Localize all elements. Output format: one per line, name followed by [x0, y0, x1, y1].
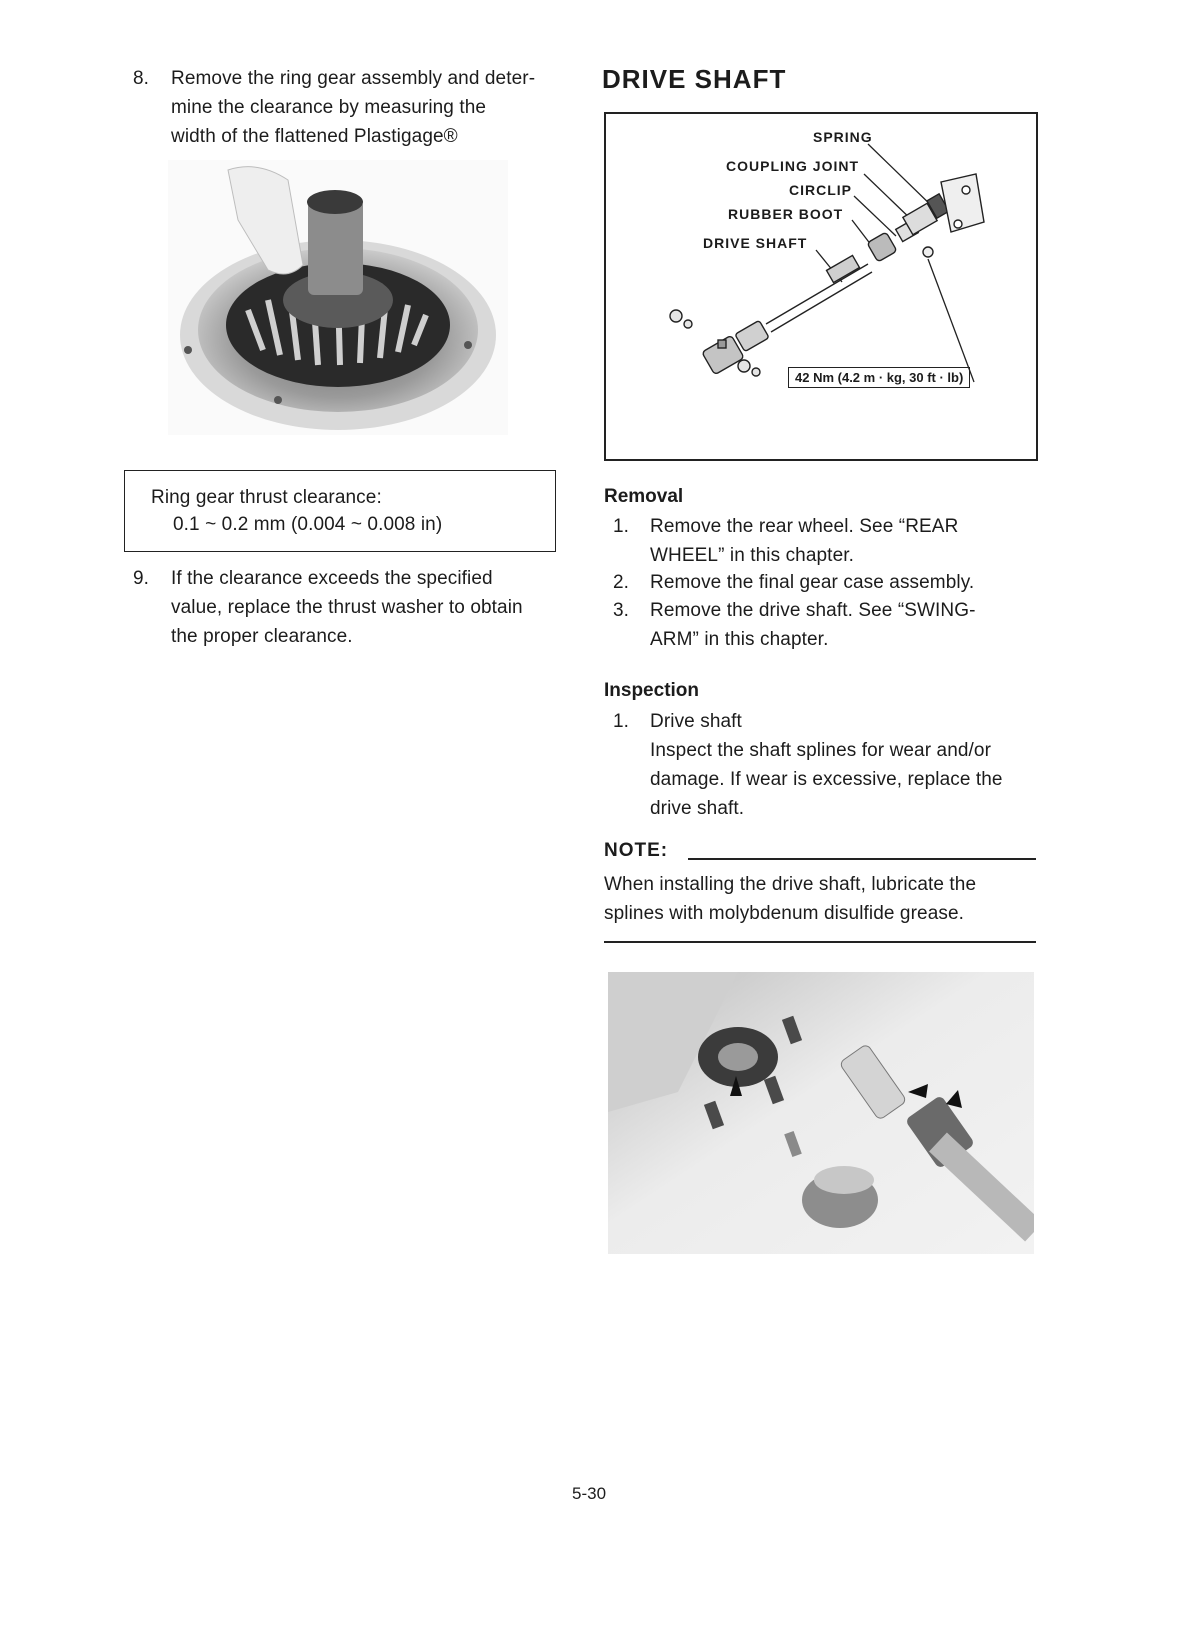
removal-step-1-line-2: WHEEL” in this chapter. [650, 545, 854, 566]
section-title: DRIVE SHAFT [602, 64, 787, 94]
coupling-photo [608, 972, 1034, 1254]
label-spring: SPRING [813, 129, 873, 145]
removal-step-3-line-1: Remove the drive shaft. See “SWING- [650, 600, 976, 621]
torque-value: 42 Nm (4.2 m · kg, 30 ft · lb) [795, 370, 964, 385]
removal-step-2-line-1: Remove the final gear case assembly. [650, 572, 975, 593]
note-line-2: splines with molybdenum disulfide grease. [604, 903, 965, 924]
removal-step-2 [613, 568, 1033, 598]
torque-spec [788, 367, 970, 388]
drive-shaft-diagram [604, 112, 1038, 461]
note-line-1: When installing the drive shaft, lubricate the [604, 874, 977, 895]
removal-step-3 [613, 596, 1033, 656]
step-9 [133, 564, 563, 654]
step-number: 9. [133, 568, 150, 589]
step-8-line-3: width of the flattened Plastigage® [171, 126, 458, 147]
step-9-line-3: the proper clearance. [171, 626, 353, 647]
inspection-step-1-line-2: damage. If wear is excessive, replace the [650, 769, 1003, 790]
page-number: 5-30 [572, 1484, 607, 1503]
ring-gear-photo [168, 160, 508, 435]
note-text [604, 870, 1036, 928]
removal-step-1-line-1: Remove the rear wheel. See “REAR [650, 516, 959, 537]
step-number: 2. [613, 572, 630, 593]
note-rule-top [688, 858, 1036, 860]
spec-box [124, 470, 556, 552]
step-number: 8. [133, 68, 150, 89]
spec-value: 0.1 ~ 0.2 mm (0.004 ~ 0.008 in) [173, 514, 443, 535]
label-rubber-boot: RUBBER BOOT [728, 206, 844, 222]
inspection-step-1-line-1: Inspect the shaft splines for wear and/or [650, 740, 992, 761]
removal-step-3-line-2: ARM” in this chapter. [650, 629, 829, 650]
inspection-step-1 [613, 707, 1033, 827]
label-coupling-joint: COUPLING JOINT [726, 158, 860, 174]
inspection-title: Inspection [604, 680, 700, 701]
inspection-step-1-heading: Drive shaft [650, 711, 742, 732]
inspection-step-1-line-3: drive shaft. [650, 798, 745, 819]
removal-step-1 [613, 512, 1033, 572]
label-drive-shaft: DRIVE SHAFT [703, 235, 808, 251]
step-8-line-1: Remove the ring gear assembly and deter- [171, 68, 536, 89]
removal-title: Removal [604, 486, 684, 507]
label-circlip: CIRCLIP [789, 182, 852, 198]
step-number: 3. [613, 600, 630, 621]
spec-label: Ring gear thrust clearance: [151, 487, 382, 508]
step-8-line-2: mine the clearance by measuring the [171, 97, 487, 118]
note-label: NOTE: [604, 840, 669, 861]
step-9-line-1: If the clearance exceeds the specified [171, 568, 493, 589]
step-9-line-2: value, replace the thrust washer to obtain [171, 597, 523, 618]
step-8 [133, 64, 553, 154]
step-number: 1. [613, 711, 630, 732]
note-rule-bottom [604, 941, 1036, 943]
exploded-parts [606, 114, 1036, 459]
step-number: 1. [613, 516, 630, 537]
